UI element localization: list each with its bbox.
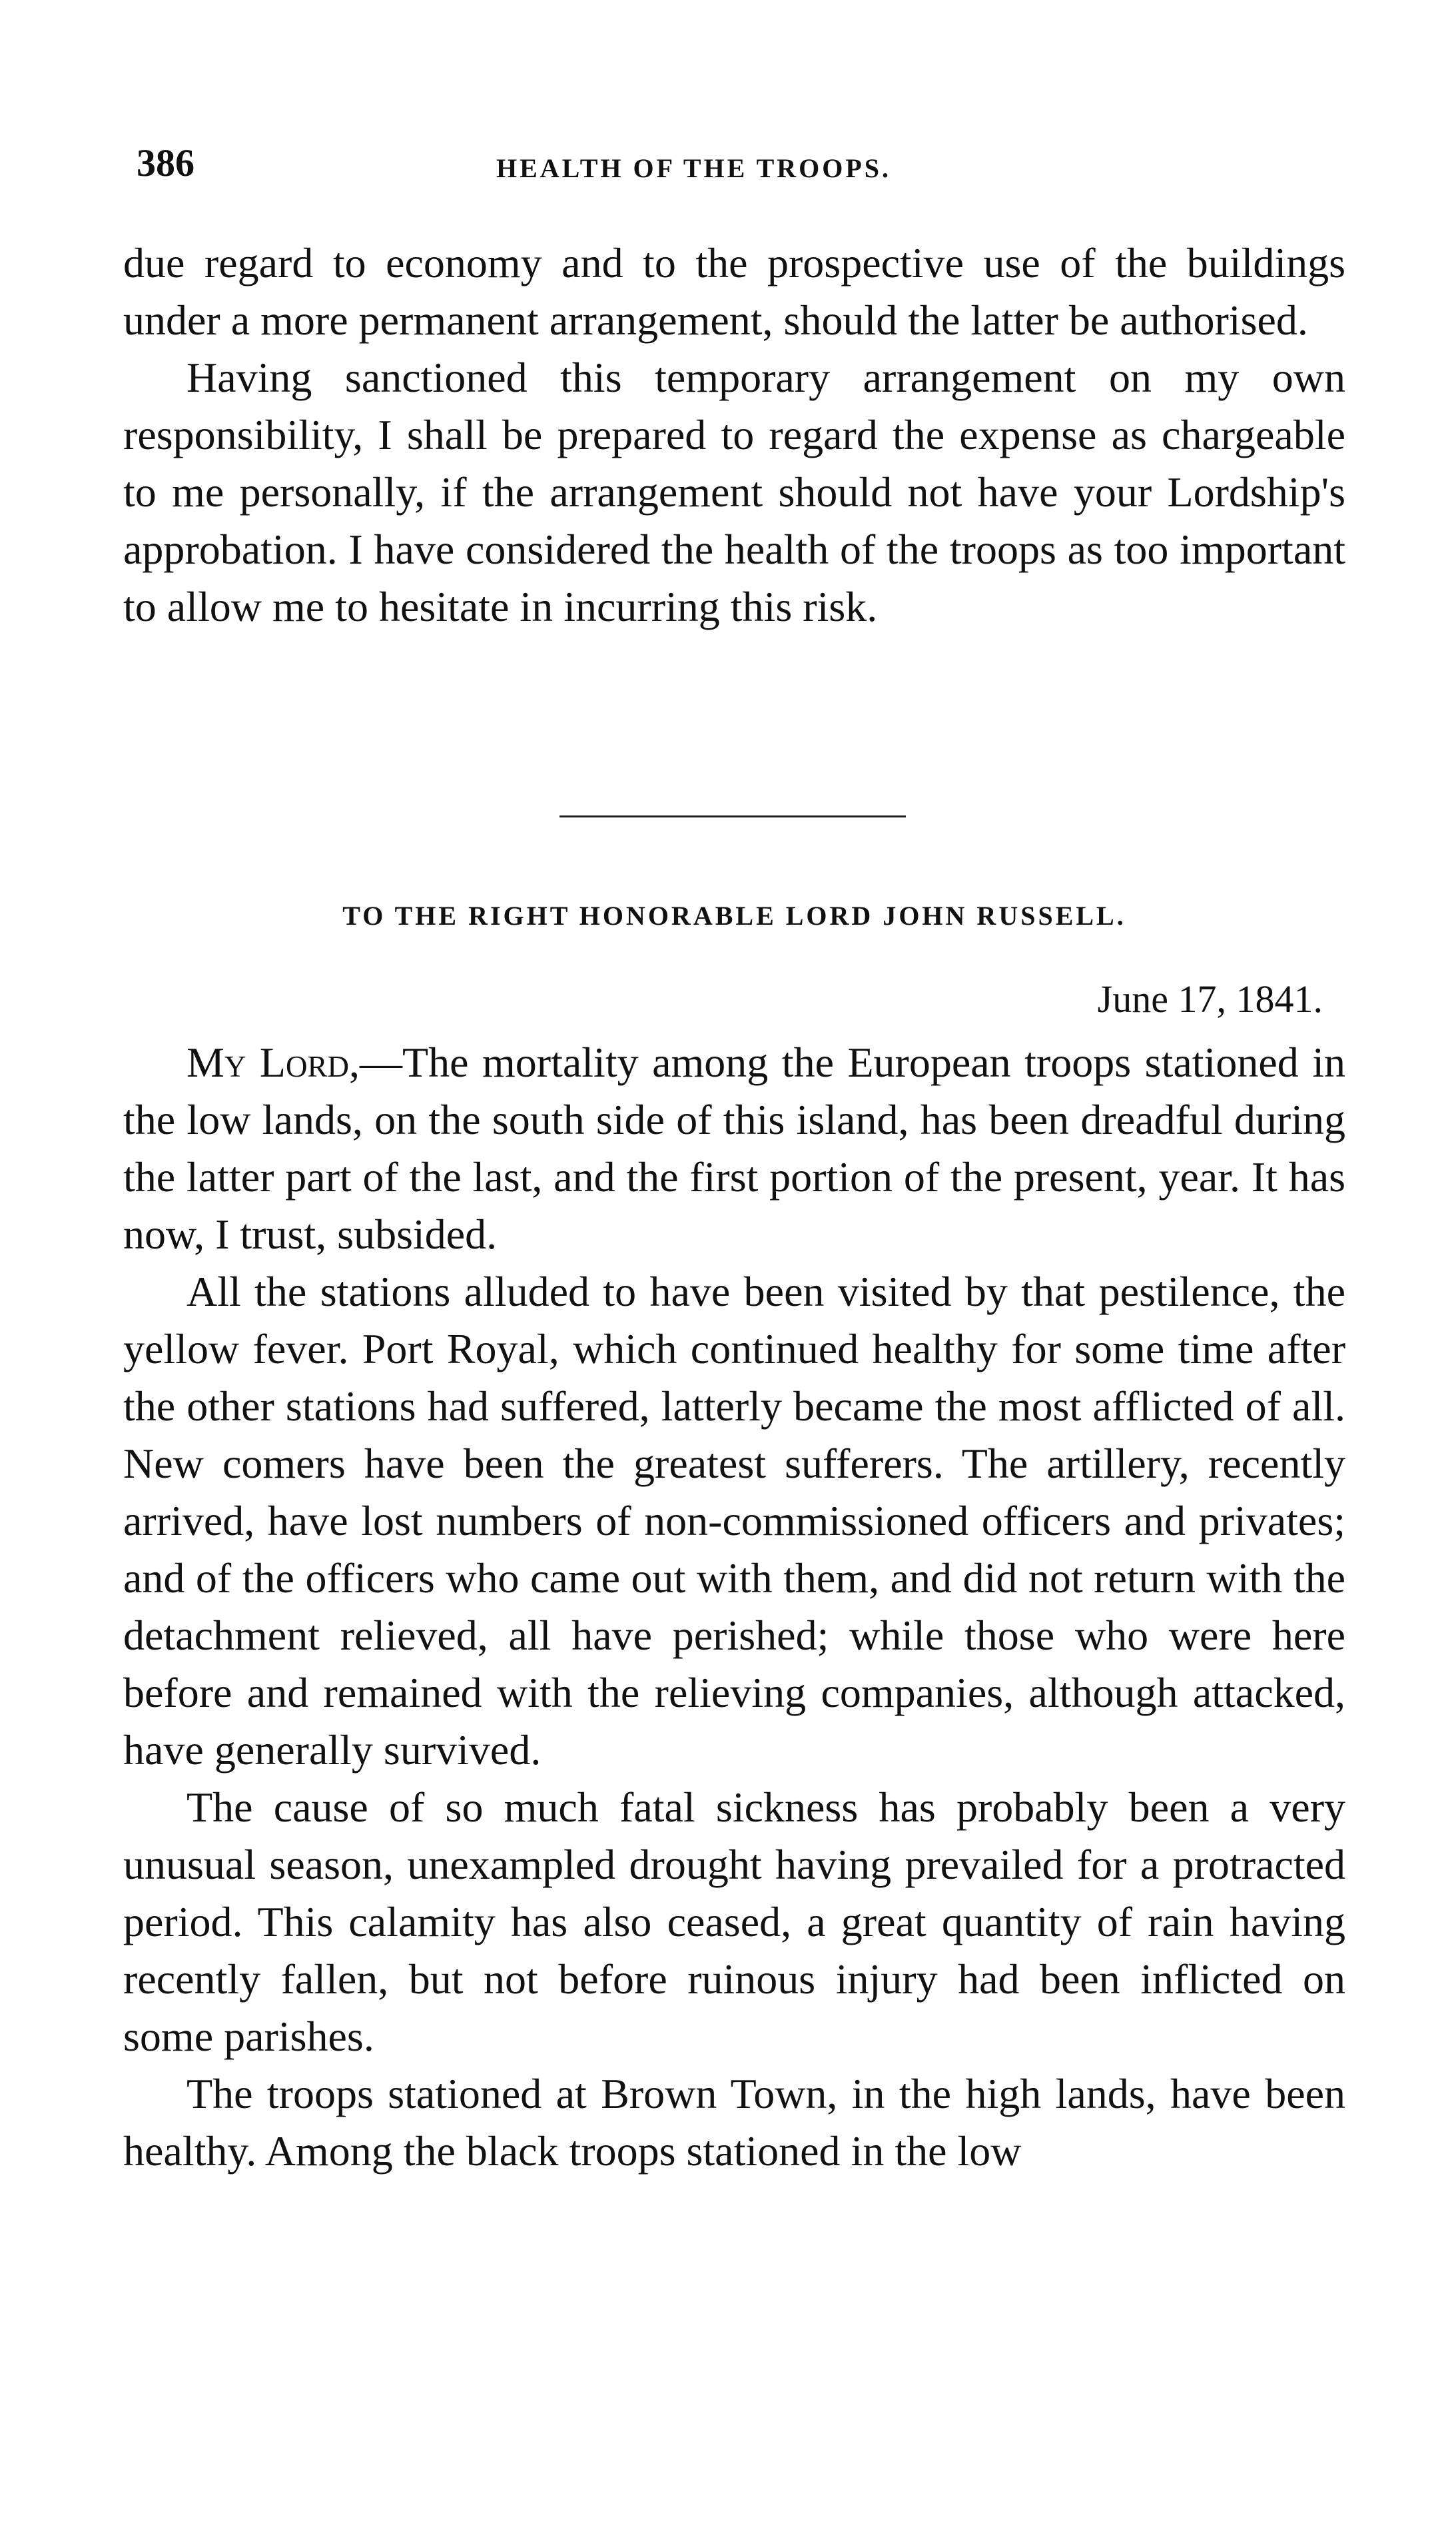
paragraph: The troops stationed at Brown Town, in the high lands, have been healthy. Among the black troops stationed in the low xyxy=(123,2070,1345,2175)
salutation: My Lord, xyxy=(186,1039,360,1086)
paragraph: The cause of so much fatal sickness has probably been a very unusual season, unexampled drought having prevailed for a protracted period. This calamity has also ceased, a great quantity of rain having recently fallen, but not before ruinous injury had been inflicted on some parishes. xyxy=(123,1783,1345,2060)
paragraph-text: —The mortality among the European troops stationed in the low lands, on the south side of this island, has been dreadful during the latter part of the last, and the first portion of the present, year. It has now, I trust, subsided. xyxy=(123,1039,1345,1258)
paragraph: All the stations alluded to have been visited by that pestilence, the yellow fever. Port Royal, which continued healthy for some time after the other stations had suffered, latterly became the most afflicted of all. New comers have been the greatest sufferers. The artillery, recently arrived, have lost numbers of non-commissioned officers and privates; and of the officers who came out with them, and did not return with the detachment relieved, all have perished; while those who were here before and remained with the relieving companies, although attacked, have generally survived. xyxy=(123,1268,1345,1773)
paragraph xyxy=(123,1034,1345,1263)
section-divider xyxy=(559,815,906,817)
running-head: HEALTH OF THE TROOPS. xyxy=(496,153,892,183)
page-number: 386 xyxy=(137,141,194,185)
letter-date: June 17, 1841. xyxy=(1097,977,1323,1021)
continued-text xyxy=(123,235,1345,636)
paragraph: due regard to economy and to the prospective use of the buildings under a more permanent arrangement, should the latter be authorised. xyxy=(123,239,1345,344)
page-header xyxy=(137,137,1355,190)
paragraph: Having sanctioned this temporary arrangement on my own responsibility, I shall be prepared to regard the expense as chargeable to me personally, if the arrangement should not have your Lordship's approbation. I have considered the health of the troops as too important to allow me to hesitate in incurring this risk. xyxy=(123,354,1345,630)
letter-address: TO THE RIGHT HONORABLE LORD JOHN RUSSELL. xyxy=(342,901,1126,931)
letter-body xyxy=(123,1034,1345,2180)
